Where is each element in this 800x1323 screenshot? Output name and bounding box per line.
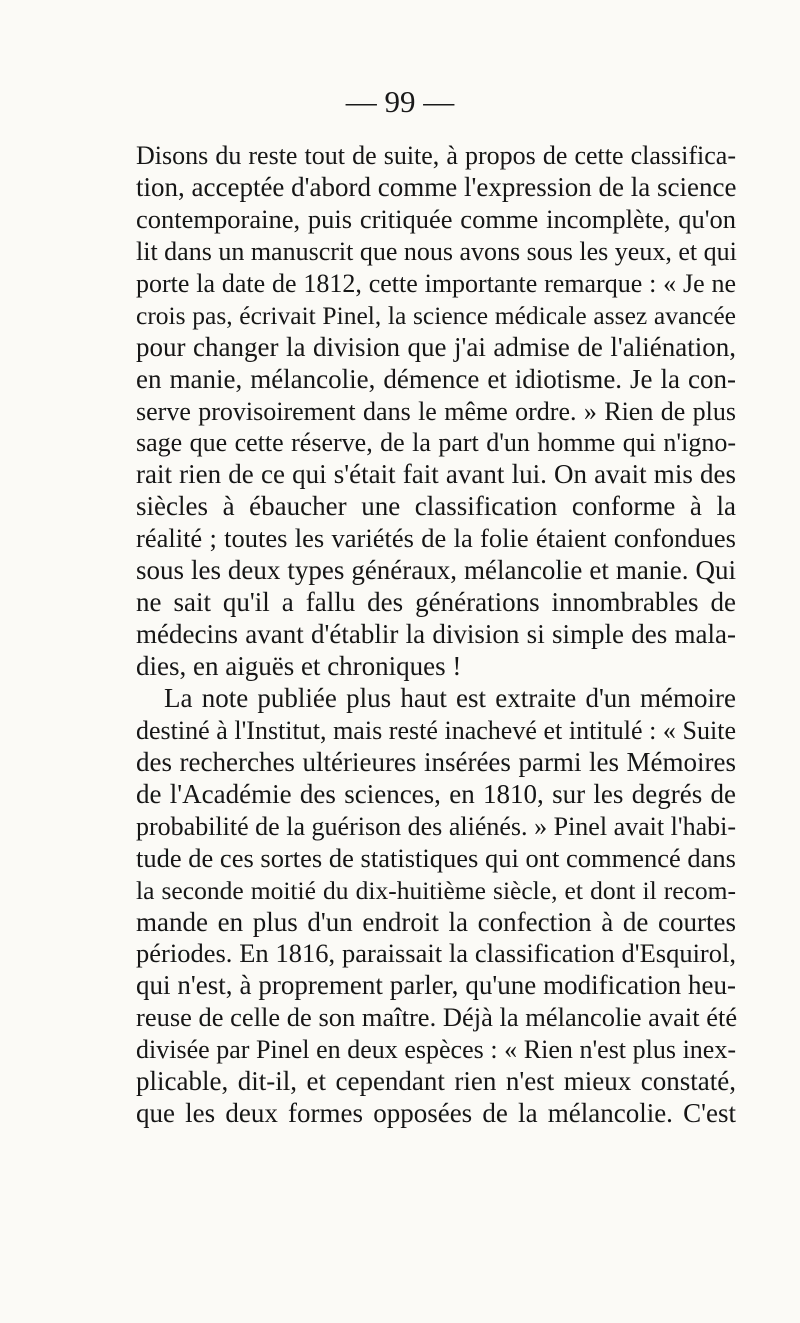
text-line: tude de ces sortes de statistiques qui ont commencé dans — [136, 842, 736, 873]
body-text — [136, 140, 736, 1130]
text-line: de l'Académie des sciences, en 1810, sur les degrés de — [136, 778, 736, 809]
paragraph-end-line: dies, en aiguës et chroniques ! — [136, 651, 462, 681]
text-line: Disons du reste tout de suite, à propos de cette classifica- — [136, 141, 736, 170]
text-line: sage que cette réserve, de la part d'un homme qui n'igno- — [136, 428, 736, 458]
text-line: des recherches ultérieures insérées parmi les Mémoires — [136, 746, 736, 777]
text-line: ne sait qu'il a fallu des générations innombrables de — [136, 587, 736, 618]
text-line: que les deux formes opposées de la mélancolie. C'est — [136, 1098, 736, 1129]
text-line: médecins avant d'établir la division si simple des mala- — [136, 619, 736, 650]
text-line: rait rien de ce qui s'était fait avant lui. On avait mis des — [136, 459, 736, 490]
text-line: porte la date de 1812, cette importante remarque : « Je ne — [136, 268, 736, 298]
text-line: qui n'est, à proprement parler, qu'une modification heu- — [136, 970, 736, 1001]
text-line: pour changer la division que j'ai admise de l'aliénation, — [136, 331, 736, 362]
text-line: siècles à ébaucher une classification conforme à la — [136, 491, 736, 522]
text-line: reuse de celle de son maître. Déjà la mélancolie avait été — [136, 1002, 738, 1033]
text-line: sous les deux types généraux, mélancolie et manie. Qui — [136, 555, 736, 586]
text-line: la seconde moitié du dix-huitième siècle, et dont il recom- — [136, 875, 736, 905]
text-line: contemporaine, puis critiquée comme incomplète, qu'on — [136, 203, 736, 234]
text-line: en manie, mélancolie, démence et idiotisme. Je la con- — [136, 363, 736, 394]
text-line: tion, acceptée d'abord comme l'expression de la science — [136, 171, 737, 202]
text-line: périodes. En 1816, paraissait la classification d'Esquirol, — [136, 938, 736, 969]
text-line: mande en plus d'un endroit la confection à de courtes — [136, 906, 736, 937]
text-line: probabilité de la guérison des aliénés. » Pinel avait l'habi- — [136, 811, 736, 841]
page-number: — 99 — — [345, 84, 455, 119]
text-line: crois pas, écrivait Pinel, la science médicale assez avancée — [136, 300, 736, 330]
paragraph-start-line: La note publiée plus haut est extraite d'un mémoire — [164, 682, 736, 713]
text-line: destiné à l'Institut, mais resté inachevé et intitulé : « Suite — [136, 715, 736, 745]
text-line: lit dans un manuscrit que nous avons sous les yeux, et qui — [136, 236, 737, 266]
text-line: plicable, dit-il, et cependant rien n'est mieux constaté, — [136, 1066, 736, 1097]
text-line: serve provisoirement dans le même ordre. » Rien de plus — [136, 396, 736, 426]
text-line: divisée par Pinel en deux espèces : « Rien n'est plus inex- — [136, 1035, 736, 1065]
text-line: réalité ; toutes les variétés de la folie étaient confondues — [136, 523, 736, 554]
